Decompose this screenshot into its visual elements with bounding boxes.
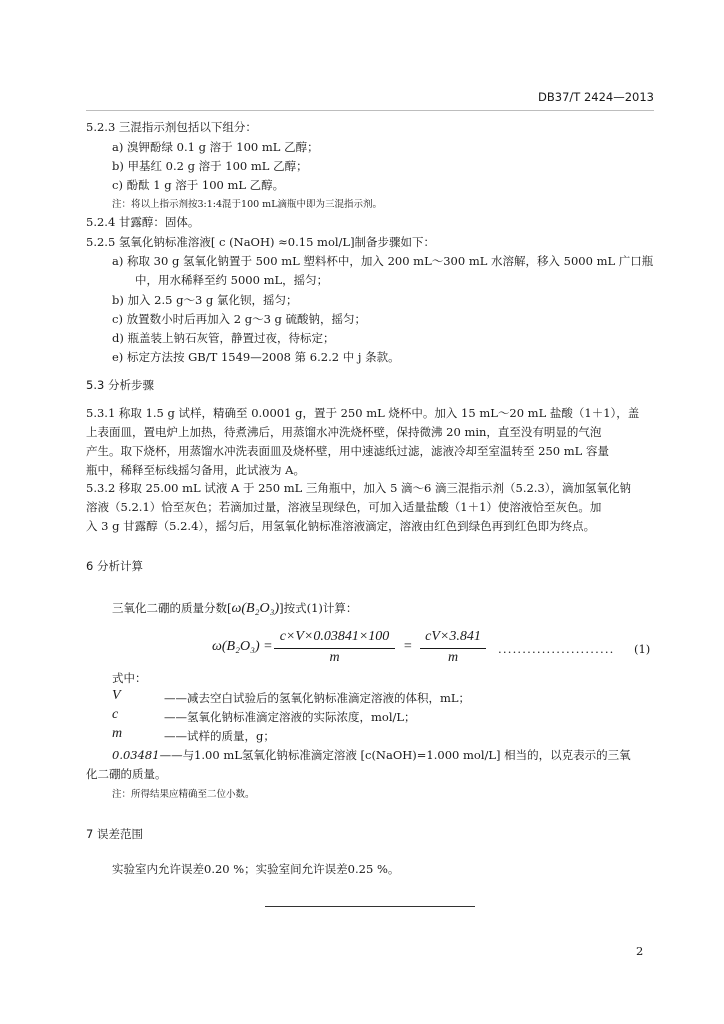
formula-numerator-1: c×V×0.03841×100 bbox=[279, 629, 390, 644]
formula-dots: ........................ bbox=[498, 642, 615, 656]
s6-intro bbox=[112, 600, 357, 617]
formula-denominator-1: m bbox=[329, 650, 340, 665]
s525-item-c: c) 放置数小时后再加入 2 g～3 g 硫酸钠，摇匀； bbox=[112, 312, 367, 326]
s525-title: 5.2.5 氢氧化钠标准溶液[ c (NaOH) ≈0.15 mol/L]制备步骤如下： bbox=[86, 235, 436, 249]
s6-intro-b: ]按式(1)计算： bbox=[279, 601, 358, 615]
s531-line-2: 上表面皿，置电炉上加热，待煮沸后，用蒸馏水冲洗烧杯壁，保持微沸 20 min，直至没有明显的气泡 bbox=[86, 425, 602, 439]
var-v-symbol: V bbox=[112, 688, 121, 703]
formula-number: (1) bbox=[634, 642, 651, 656]
header-rule bbox=[86, 110, 654, 111]
s532-line-1: 5.3.2 移取 25.00 mL 试液 A 于 250 mL 三角瓶中，加入 5 滴～6 滴三混指示剂（5.2.3），滴加氢氧化钠 bbox=[86, 481, 632, 495]
formula-equals: = bbox=[403, 639, 413, 654]
s6-heading: 6 分析计算 bbox=[86, 559, 143, 573]
s523-note: 注：将以上指示剂按3:1:4混于100 mL滴瓶中即为三混指示剂。 bbox=[112, 199, 383, 210]
constant-symbol: 0.03481 bbox=[112, 748, 160, 762]
s531-line-4: 瓶中，稀释至标线摇匀备用，此试液为 A。 bbox=[86, 463, 305, 477]
var-m-desc: ——试样的质量，g； bbox=[164, 729, 275, 743]
doc-code: DB37/T 2424—2013 bbox=[538, 90, 654, 104]
where-label: 式中： bbox=[112, 671, 147, 685]
s523-item-a: a) 溴钾酚绿 0.1 g 溶于 100 mL 乙醇； bbox=[112, 140, 319, 154]
var-m-symbol: m bbox=[112, 726, 123, 741]
formula-bar-2 bbox=[420, 648, 486, 649]
s7-text: 实验室内允许误差0.20 %；实验室间允许误差0.25 %。 bbox=[112, 862, 400, 876]
s531-line-3: 产生。取下烧杯，用蒸馏水冲洗表面皿及烧杯壁，用中速滤纸过滤，滤液冷却至室温转至 250 mL 容量 bbox=[86, 444, 609, 458]
s531-line-1: 5.3.1 称取 1.5 g 试样，精确至 0.0001 g，置于 250 mL 烧杯中。加入 15 mL～20 mL 盐酸（1＋1），盖 bbox=[86, 406, 640, 420]
s523-item-c: c) 酚酞 1 g 溶于 100 mL 乙醇。 bbox=[112, 178, 285, 192]
s53-heading: 5.3 分析步骤 bbox=[86, 378, 154, 392]
formula-numerator-2: cV×3.841 bbox=[425, 629, 481, 644]
s6-intro-a: 三氧化二硼的质量分数[ bbox=[112, 601, 232, 615]
var-v-desc: ——减去空白试验后的氢氧化钠标准滴定溶液的体积，mL； bbox=[164, 691, 471, 705]
s532-line-2: 溶液（5.2.1）恰至灰色；若滴加过量，溶液呈现绿色，可加入适量盐酸（1＋1）使溶液恰至灰色。加 bbox=[86, 500, 602, 514]
s7-heading: 7 误差范围 bbox=[86, 827, 143, 841]
var-c-symbol: c bbox=[112, 707, 119, 722]
s523-title: 5.2.3 三混指示剂包括以下组分： bbox=[86, 120, 257, 134]
s525-item-a: a) 称取 30 g 氢氧化钠置于 500 mL 塑料杯中，加入 200 mL～300 mL 水溶解，移入 5000 mL 广口瓶 bbox=[112, 254, 654, 268]
s6-note: 注：所得结果应精确至二位小数。 bbox=[112, 789, 255, 800]
s525-item-d: d) 瓶盖装上钠石灰管，静置过夜，待标定； bbox=[112, 331, 335, 345]
s524-title: 5.2.4 甘露醇：固体。 bbox=[86, 215, 200, 229]
s525-item-e: e) 标定方法按 GB/T 1549—2008 第 6.2.2 中 j 条款。 bbox=[112, 350, 400, 364]
end-rule bbox=[265, 906, 475, 907]
s525-item-a-cont: 中，用水稀释至约 5000 mL，摇匀； bbox=[135, 273, 329, 287]
var-c-desc: ——氢氧化钠标准滴定溶液的实际浓度，mol/L； bbox=[164, 710, 416, 724]
constant-desc-cont: 化二硼的质量。 bbox=[86, 767, 167, 781]
s532-line-3: 入 3 g 甘露醇（5.2.4），摇匀后，用氢氧化钠标准溶液滴定，溶液由红色到绿色再到红色即为终点。 bbox=[86, 519, 596, 533]
constant-desc: ——与1.00 mL氢氧化钠标准滴定溶液 [c(NaOH)=1.000 mol/L] 相当的，以克表示的三氧 bbox=[159, 748, 631, 762]
formula-denominator-2: m bbox=[447, 650, 459, 665]
formula-bar-1 bbox=[274, 648, 395, 649]
constant-line bbox=[112, 747, 631, 763]
page-number: 2 bbox=[636, 944, 644, 958]
s525-item-b: b) 加入 2.5 g～3 g 氯化钡，摇匀； bbox=[112, 293, 298, 307]
formula-lhs: ω(B₂O₃) = bbox=[212, 639, 273, 654]
s6-intro-sym: ω(B₂O₃) bbox=[231, 601, 280, 616]
s523-item-b: b) 甲基红 0.2 g 溶于 100 mL 乙醇； bbox=[112, 159, 308, 173]
